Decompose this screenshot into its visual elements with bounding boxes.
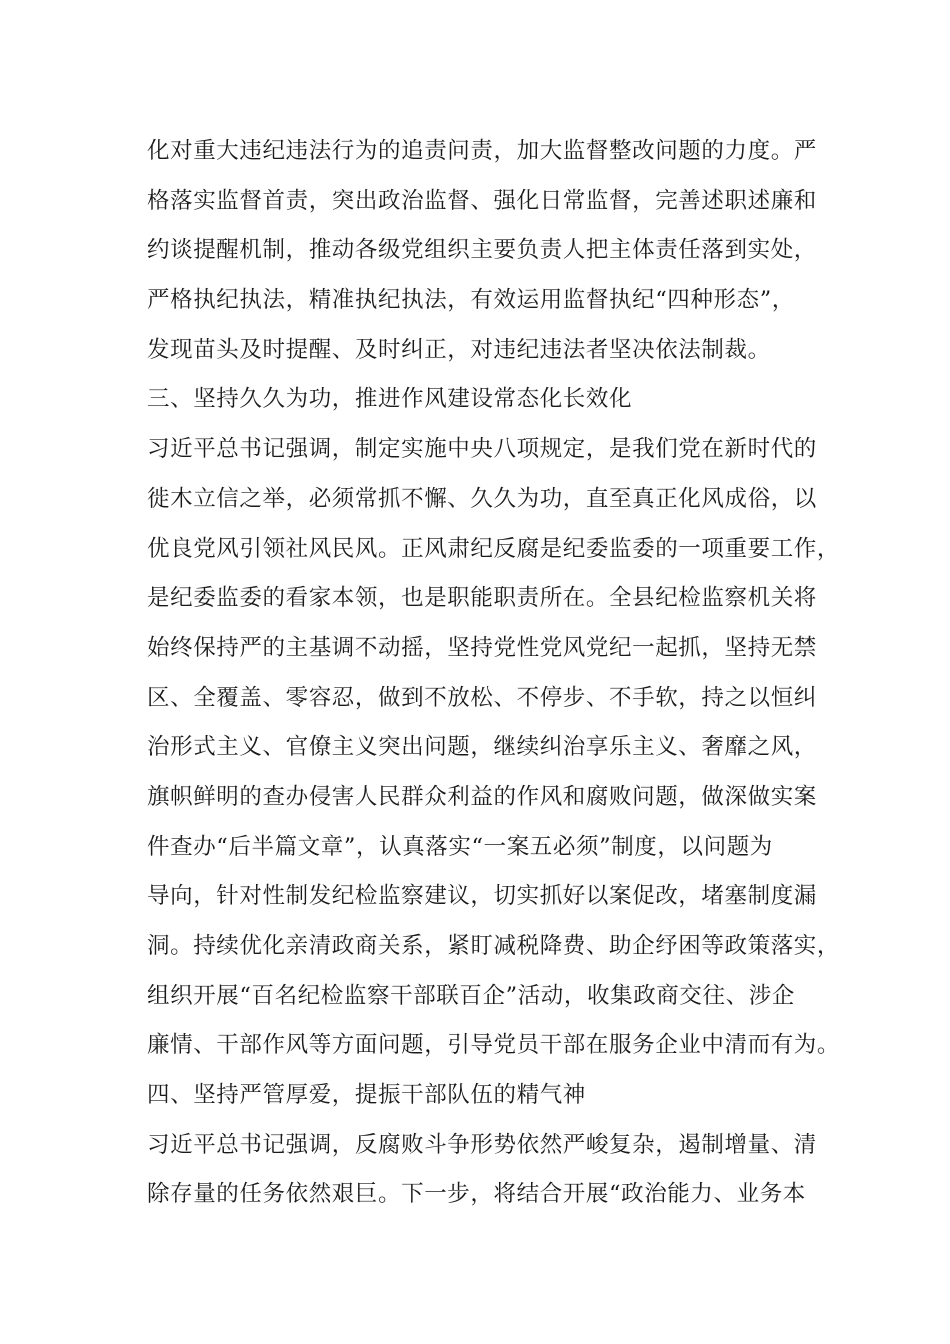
paragraph-line: 旗帜鲜明的查办侵害人民群众利益的作风和腐败问题，做深做实案 (147, 783, 817, 810)
paragraph-line: 除存量的任务依然艰巨。下一步，将结合开展“政治能力、业务本 (147, 1181, 806, 1208)
section-heading-3: 三、坚持久久为功，推进作风建设常态化长效化 (147, 386, 633, 413)
paragraph-line: 导向，针对性制发纪检监察建议，切实抓好以案促改，堵塞制度漏 (147, 883, 817, 910)
paragraph-line: 件查办“后半篇文章”，认真落实“一案五必须”制度，以问题为 (147, 833, 773, 860)
paragraph-line: 洞。持续优化亲清政商关系，紧盯减税降费、助企纾困等政策落实， (147, 933, 841, 959)
paragraph-line: 组织开展“百名纪检监察干部联百企”活动，收集政商交往、涉企 (147, 982, 795, 1009)
paragraph-line: 区、全覆盖、零容忍，做到不放松、不停步、不手软，持之以恒纠 (147, 684, 817, 711)
section-heading-4: 四、坚持严管厚爱，提振干部队伍的精气神 (147, 1082, 586, 1109)
paragraph-line: 格落实监督首责，突出政治监督、强化日常监督，完善述职述廉和 (147, 187, 817, 214)
body-text (147, 127, 841, 1220)
paragraph-line: 习近平总书记强调，制定实施中央八项规定，是我们党在新时代的 (147, 436, 817, 463)
paragraph-line: 治形式主义、官僚主义突出问题，继续纠治享乐主义、奢靡之风， (147, 734, 817, 761)
paragraph-line: 是纪委监委的看家本领，也是职能职责所在。全县纪检监察机关将 (147, 585, 817, 612)
paragraph-line: 发现苗头及时提醒、及时纠正，对违纪违法者坚决依法制裁。 (147, 336, 771, 363)
paragraph-line: 约谈提醒机制，推动各级党组织主要负责人把主体责任落到实处， (147, 237, 817, 264)
paragraph-line: 严格执纪执法，精准执纪执法，有效运用监督执纪“四种形态”， (147, 287, 795, 314)
paragraph-line: 廉情、干部作风等方面问题，引导党员干部在服务企业中清而有为。 (147, 1032, 841, 1059)
paragraph-line: 徙木立信之举，必须常抓不懈、久久为功，直至真正化风成俗，以 (147, 485, 817, 512)
paragraph-line: 化对重大违纪违法行为的追责问责，加大监督整改问题的力度。严 (147, 138, 817, 164)
paragraph-line: 始终保持严的主基调不动摇，坚持党性党风党纪一起抓，坚持无禁 (147, 634, 817, 661)
paragraph-line: 优良党风引领社风民风。正风肃纪反腐是纪委监委的一项重要工作， (147, 535, 841, 562)
paragraph-line: 习近平总书记强调，反腐败斗争形势依然严峻复杂，遏制增量、清 (147, 1131, 817, 1158)
